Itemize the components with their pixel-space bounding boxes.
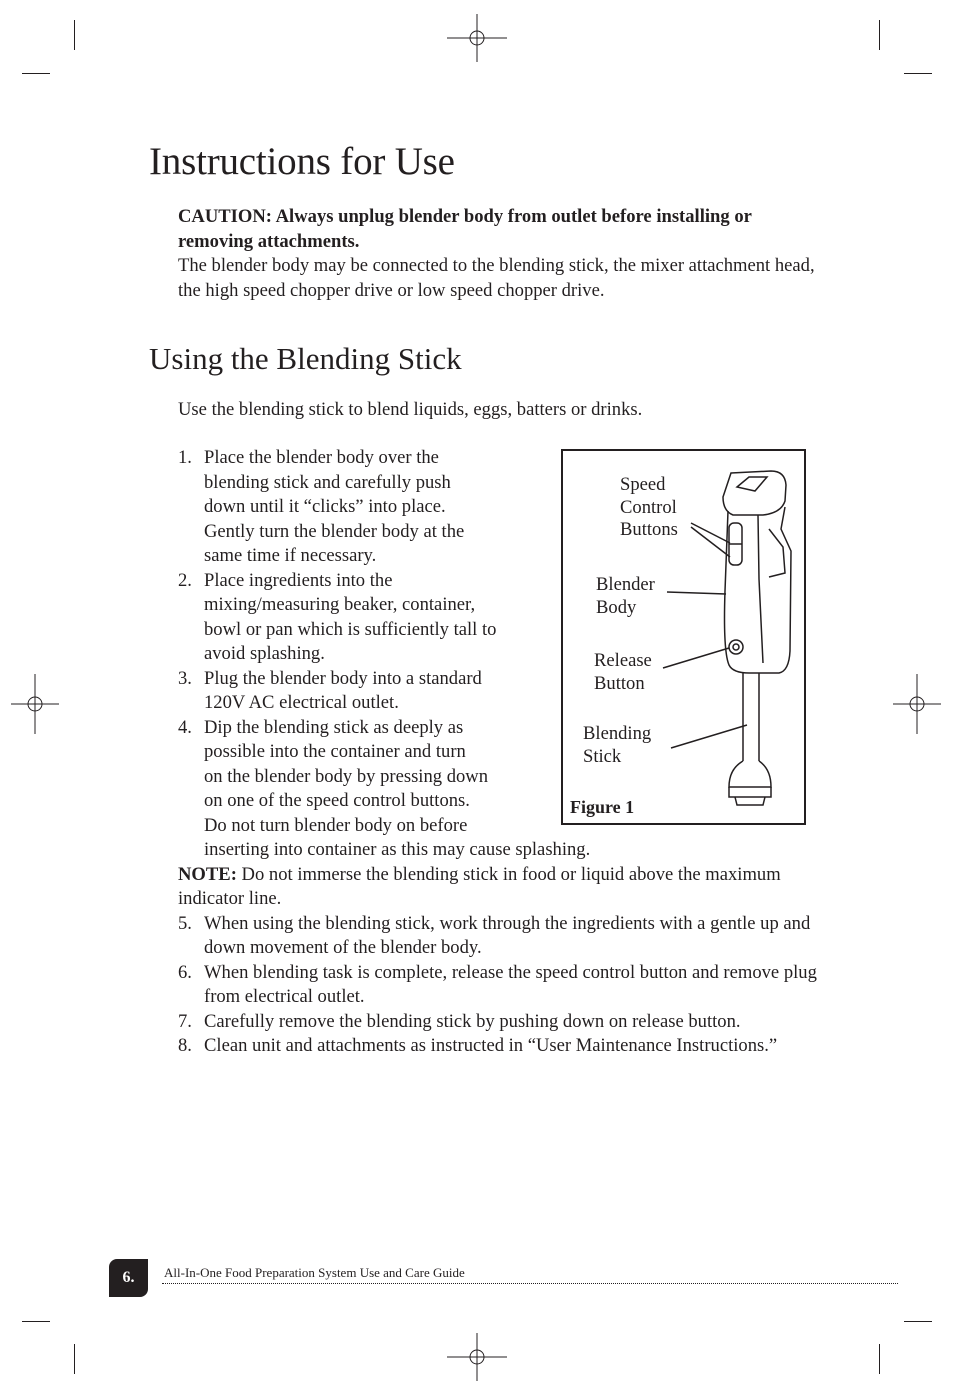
label-line: Button: [594, 672, 645, 694]
step-line: Place ingredients into the: [204, 569, 393, 591]
step-number: 2.: [178, 569, 192, 591]
step-number: 8.: [178, 1035, 192, 1056]
list-item: [178, 1010, 818, 1035]
crop-mark: [904, 1321, 932, 1322]
note-block: [178, 863, 818, 912]
footer-divider: [162, 1283, 898, 1284]
registration-mark-icon: [447, 8, 507, 68]
note-label: NOTE:: [178, 863, 237, 885]
step-line: possible into the container and turn: [204, 741, 466, 762]
step-number: 5.: [178, 912, 192, 934]
registration-mark-icon: [5, 674, 65, 734]
label-line: Buttons: [620, 519, 678, 540]
step-line: 120V AC electrical outlet.: [204, 692, 399, 713]
step-line: mixing/measuring beaker, container,: [204, 594, 476, 615]
step-line: Gently turn the blender body at the: [204, 520, 465, 542]
label-line: Control: [620, 496, 677, 518]
step-line: Do not turn blender body on before: [204, 814, 468, 836]
footer-guide-title: All-In-One Food Preparation System Use and Care Guide: [164, 1265, 465, 1280]
figure-caption: Figure 1: [570, 797, 635, 817]
label-line: Blending: [583, 723, 652, 744]
label-line: Blender: [596, 574, 655, 595]
list-item: [178, 961, 818, 1010]
label-release-button: [594, 650, 652, 695]
label-blender-body: [596, 574, 655, 619]
step-number: 6.: [178, 961, 192, 983]
caution-text: CAUTION: Always unplug blender body from outlet before installing or removing attachments.: [178, 206, 752, 252]
step-line: Place the blender body over the: [204, 447, 439, 468]
step-line: on the blender body by pressing down: [204, 765, 489, 787]
step-line: Plug the blender body into a standard: [204, 667, 482, 689]
step-text: When blending task is complete, release the speed control button and remove plug from electrical outlet.: [204, 961, 817, 1007]
crop-mark: [879, 1344, 880, 1374]
list-item: [178, 1034, 818, 1059]
crop-mark: [22, 73, 50, 74]
registration-mark-icon: [887, 674, 947, 734]
crop-mark: [904, 73, 932, 74]
step-line: inserting into container as this may cause splashing.: [204, 839, 591, 860]
step-line: on one of the speed control buttons.: [204, 790, 470, 811]
intro-text: The blender body may be connected to the blending stick, the mixer attachment head, the high speed chopper drive or low speed chopper drive.: [178, 255, 815, 301]
step-text: Carefully remove the blending stick by pushing down on release button.: [204, 1010, 741, 1032]
blender-illustration: [563, 451, 808, 827]
label-line: Body: [596, 596, 637, 618]
label-speed-control: [620, 474, 678, 542]
label-line: Speed: [620, 474, 666, 495]
section-intro: Use the blending stick to blend liquids, eggs, batters or drinks.: [178, 399, 643, 420]
caution-block: [178, 205, 818, 303]
registration-mark-icon: [447, 1327, 507, 1387]
step-line: down until it “clicks” into place.: [204, 496, 446, 517]
crop-mark: [879, 20, 880, 50]
label-line: Release: [594, 650, 652, 671]
step-line: same time if necessary.: [204, 545, 377, 566]
label-line: Stick: [583, 745, 622, 767]
step-number: 7.: [178, 1010, 192, 1032]
page-number-badge: 6.: [109, 1259, 148, 1297]
note-text: Do not immerse the blending stick in food or liquid above the maximum indicator line.: [178, 863, 781, 909]
label-blending-stick: [583, 723, 651, 768]
list-item: [178, 912, 818, 961]
step-line: bowl or pan which is sufficiently tall to: [204, 618, 497, 640]
step-line: blending stick and carefully push: [204, 471, 451, 493]
crop-mark: [74, 1344, 75, 1374]
step-number: 4.: [178, 716, 192, 738]
step-text: Clean unit and attachments as instructed in “User Maintenance Instructions.”: [204, 1035, 778, 1056]
step-line: avoid splashing.: [204, 643, 325, 664]
page-title: Instructions for Use: [149, 140, 455, 183]
step-number: 1.: [178, 447, 192, 468]
step-number: 3.: [178, 667, 192, 689]
section-title: Using the Blending Stick: [149, 341, 462, 376]
crop-mark: [74, 20, 75, 50]
crop-mark: [22, 1321, 50, 1322]
step-text: When using the blending stick, work through the ingredients with a gentle up and down movement of the blender body.: [204, 912, 811, 958]
figure-blender: [561, 449, 806, 825]
step-line: Dip the blending stick as deeply as: [204, 716, 464, 738]
